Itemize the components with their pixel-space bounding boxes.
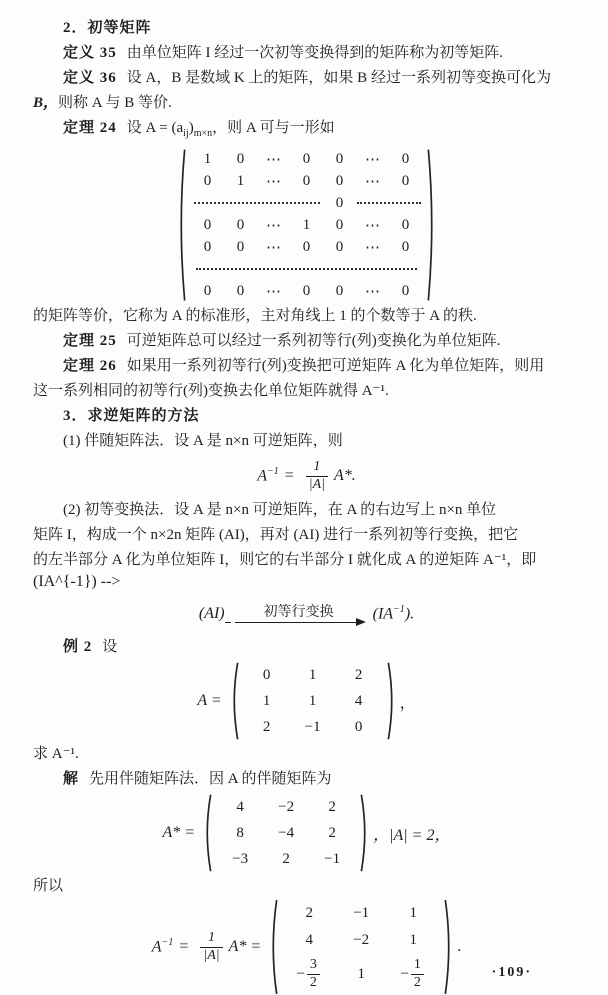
inverse-matrix-grid [283,900,439,994]
matrix-cell: 8 [236,824,244,841]
section-2-heading [33,16,580,41]
numerator: 1 [313,458,321,474]
matrix-cell: 4 [354,692,363,709]
left-paren [177,148,186,302]
page-number: ·109· [491,965,532,980]
matrix-cell: 4 [305,932,313,948]
method-2-line3: 的左半部分 A 化为单位矩阵 I，则它的右半部分 I 就化成 A 的逆矩阵 A⁻¹，即 [33,552,537,568]
example-2 [33,635,580,660]
exponent: −1 [161,937,174,949]
left-paren [269,899,278,995]
theorem-24-sub2: m×n [193,128,213,139]
theorem-26-label: 定理 26 [63,358,117,374]
equals-sign: = [284,467,294,484]
matrix-A-lhs: A = [197,692,222,709]
minus-sign: − [296,965,305,982]
matrix-cell: 0 [401,238,410,255]
method-2-line1: (2) 初等变换法．设 A 是 n×n 可逆矩阵，在 A 的右边写上 n×n 单位 [63,502,497,518]
adjugate-display [33,794,580,872]
matrix-cell: 0 [302,238,311,255]
exponent: −1 [266,466,279,478]
matrix-cell: −1 [304,718,321,735]
matrix-cell: 2 [354,666,363,683]
numerator: 1 [413,956,421,972]
matrix-cell: ⋯ [365,217,380,234]
final-lhs [152,937,174,956]
solution-line [33,767,580,792]
matrix-cell: 1 [203,150,212,167]
right-paren [444,899,453,995]
matrix-cell: 0 [236,216,245,233]
theorem-24-seg1: 设 A = (a [126,120,184,136]
matrix-cell: 1 [262,692,271,709]
arrow-rhs-pre: (IA [372,605,394,623]
theorem-26-line1 [33,354,580,379]
matrix-cell: −1 [324,850,341,867]
matrix-cell: 2 [305,905,313,921]
matrix-cell: 2 [328,824,336,841]
matrix-cell: 0 [262,666,271,683]
so-text: 所以 [33,878,64,894]
denominator: |A| [200,947,222,965]
matrix-cell: 2 [262,718,271,735]
matrix-cell: 1 [357,965,365,982]
formula-lhs [257,466,279,485]
matrix-cell: 0 [203,216,212,233]
final-period: . [457,938,462,955]
arrow-lhs: (AI) [198,605,225,622]
definition-35-label: 定义 35 [63,45,117,61]
left-paren [203,794,212,872]
theorem-24-sub1: ij [183,128,189,139]
solution-label: 解 [63,771,80,787]
matrix-cell: 1 [409,932,417,948]
matrix-cell: 0 [335,150,344,167]
theorem-26-line2: 这一系列相同的初等行(列)变换去化单位矩阵就得 A⁻¹. [33,383,389,399]
definition-35-text: 由单位矩阵 I 经过一次初等变换得到的矩阵称为初等矩阵. [126,45,504,61]
theorem-24-seg3: ，则 A 可与一形如 [212,120,335,136]
standard-form-matrix [177,148,436,302]
matrix-cell: 2 [282,850,290,867]
matrix-A-grid [244,662,382,740]
matrix-cell: ⋯ [266,239,281,256]
after-matrix-text: 的矩阵等价，它称为 A 的标准形，主对角线上 1 的个数等于 A 的秩. [33,308,477,324]
matrix-cell: 0 [203,172,212,189]
determinant-value: ，|A| = 2， [373,826,451,844]
matrix-cell: 0 [401,216,410,233]
theorem-25 [33,329,580,354]
matrix-cell: 0 [401,150,410,167]
fraction [307,957,320,992]
matrix-cell: 0 [335,194,344,211]
matrix-cell: 0 [401,172,410,189]
right-paren [427,148,436,302]
adjugate-matrix-grid [217,794,355,872]
matrix-cell: −1 [353,905,370,921]
var-A: A [257,467,267,485]
matrix-cell: 0 [236,150,245,167]
var-A: A [151,938,162,956]
section-2-title: 2．初等矩阵 [63,20,152,36]
matrix-cell: 4 [236,798,244,815]
matrix-cell: ⋯ [266,283,281,300]
transform-arrow [235,605,363,622]
adjugate-lhs: A* = [162,824,196,841]
matrix-cell: 1 [308,666,317,683]
matrix-cell: ⋯ [365,151,380,168]
matrix-A-tail: ， [399,694,416,712]
matrix-cell: 0 [203,282,212,299]
denominator: |A| [306,476,328,494]
matrix-cell: ⋯ [365,239,380,256]
section-3-title: 3．求逆矩阵的方法 [63,408,200,424]
denominator: 2 [411,974,424,992]
theorem-24-seg2: ) [188,120,194,136]
ellipsis-line [196,268,418,270]
matrix-cell: 0 [401,282,410,299]
theorem-26-text1: 如果用一系列初等行(列)变换把可逆矩阵 A 化为单位矩阵，则用 [126,358,545,374]
matrix-cell: 0 [302,172,311,189]
right-paren [387,662,396,740]
matrix-cell: 0 [335,282,344,299]
section-3-heading [33,404,580,429]
matrix-cell: ⋯ [266,173,281,190]
definition-36-label: 定义 36 [63,70,117,86]
arrow-rhs [373,604,415,623]
equals-sign: = [179,938,189,955]
method-2-line2: 矩阵 I，构成一个 n×2n 矩阵 (AI)，再对 (AI) 进行一系列初等行变换，把它 [33,527,519,543]
formula-rhs: A*. [334,467,356,484]
inverse-formula [33,454,580,498]
matrix-A-display [33,662,580,740]
definition-35 [33,41,580,66]
ellipsis-line [357,202,420,204]
ask-inverse-text: 求 A⁻¹. [33,746,79,762]
denominator: 2 [307,974,320,992]
matrix-cell: −3 [232,850,249,867]
matrix-cell: ⋯ [365,173,380,190]
matrix-cell: 1 [302,216,311,233]
matrix-cell: ⋯ [266,151,281,168]
theorem-24-label: 定理 24 [63,120,117,136]
theorem-25-label: 定理 25 [63,333,117,349]
matrix-cell: −4 [278,824,295,841]
matrix-cell: 1 [308,692,317,709]
theorem-24 [33,116,580,146]
matrix-cell: 0 [335,238,344,255]
matrix-cell: 0 [335,172,344,189]
matrix-cell: 0 [302,282,311,299]
fraction [411,957,424,992]
matrix-cell-fraction [296,954,321,994]
arrow-formula [33,595,580,633]
arrow-label: 初等行变换 [263,605,334,621]
definition-36-text1: 设 A，B 是数域 K 上的矩阵，如果 B 经过一系列初等变换可化为 [126,70,551,86]
matrix-cell: −2 [353,932,370,948]
definition-36-line1 [33,66,580,91]
definition-36-line2 [33,91,580,116]
fraction [200,930,222,965]
example-2-label: 例 2 [63,639,93,655]
matrix-cell: 1 [236,172,245,189]
theorem-25-text: 可逆矩阵总可以经过一系列初等行(列)变换化为单位矩阵. [126,333,501,349]
matrix-cell: 0 [335,216,344,233]
matrix-cell: 0 [302,150,311,167]
matrix-cell: 2 [328,798,336,815]
definition-36-text2: 则称 A 与 B 等价. [58,95,172,111]
matrix-cell: 0 [203,238,212,255]
numerator: 1 [207,929,215,945]
arrow-rhs-post: ). [404,605,415,623]
matrix-cell: −2 [278,798,295,815]
matrix-cell: ⋯ [365,283,380,300]
matrix-cell: 0 [354,718,363,735]
numerator: 3 [309,956,317,972]
matrix-cell-fraction [400,954,425,994]
matrix-cell: 1 [409,905,417,921]
matrix-cell: 0 [236,282,245,299]
matrix-cell: 0 [236,238,245,255]
matrix-A [230,662,396,740]
matrix-cell: ⋯ [266,217,281,234]
inverse-matrix [269,899,453,995]
standard-form-matrix-display [33,148,580,302]
left-paren [230,662,239,740]
final-mid: A* = [228,938,262,955]
example-2-text: 设 [102,639,118,655]
fraction [306,459,328,494]
standard-form-matrix-grid [191,148,422,302]
arrow-rhs-exp: −1 [393,604,405,616]
solution-text: 先用伴随矩阵法．因 A 的伴随矩阵为 [89,771,332,787]
right-arrow-icon [235,622,363,623]
method-1-text: (1) 伴随矩阵法．设 A 是 n×n 可逆矩阵，则 [63,433,343,449]
minus-sign: − [400,965,409,982]
scanned-textbook-page: 2．初等矩阵 定义 35 由单位矩阵 I 经过一次初等变换得到的矩阵称为初等矩阵. 定义 36 设 A，B 是数域 K 上的矩阵，如果 B 经过一系列初等变换可化为 B，则称 A 与 B 等价. 定理 24 设 $A = (a_{ij})_{m\times n}$，则 A 可与一形如 1 0 ⋯ 0 0 ⋯ 0 0 1 ⋯ 0 0 ⋯ 0 0 0 0 ⋯ 1 0 ⋯ 0 0 0 ⋯ 0 0 ⋯ 0 0 0 ⋯ 0 0 ⋯ 0 的矩阵等价，它称为 A 的标准形，主对角线上 1 的个数等于 A 的秩. 定理 25 可逆矩阵总可以经过一系列初等行(列)变换化为单位矩阵. 定理 26 如果用一系列初等行(列)变换把可逆矩阵 A 化为单位矩阵，则用 这一系列相同的初等行(列)变换去化单位矩阵就得 A⁻¹. 3．求逆矩阵的方法 (1) 伴随矩阵法．设 A 是 n×n 可逆矩阵，则 $A^{-1}$ = $\frac{1}{|A|}$ A*. (2) 初等变换法．设 A 是 n×n 可逆矩阵，在 A 的右边写上 n×n 单位 矩阵 I，构成一个 n×2n 矩阵 (AI)，再对 (AI) 进行一系列初等行变换，把它 的左半部分 A 化为单位矩阵 I，则它的右半部分 I 就化成 A 的逆矩阵 A⁻¹，即 (IA^{-1}) --> (AI) 初等行变换 $(IA^{-1})$. 例 2 设 A = 0 1 2 1 1 4 2 −1 0 ， 求 A⁻¹. 解 先用伴随矩阵法．因 A 的伴随矩阵为 A* = 4 −2 2 8 −4 2 −3 2 −1 ，|A| = 2， 所以 $A^{-1}$ = $\frac{1}{|A|}$ A* = 2 −1 1 4 −2 1 − $\frac{3}{2}$ 1 − $\frac{1}{2}$ . ·109· [0,0,608,995]
right-paren [360,794,369,872]
adjugate-matrix [203,794,369,872]
ellipsis-line [194,202,321,204]
definition-36-lead: B， [33,95,59,111]
